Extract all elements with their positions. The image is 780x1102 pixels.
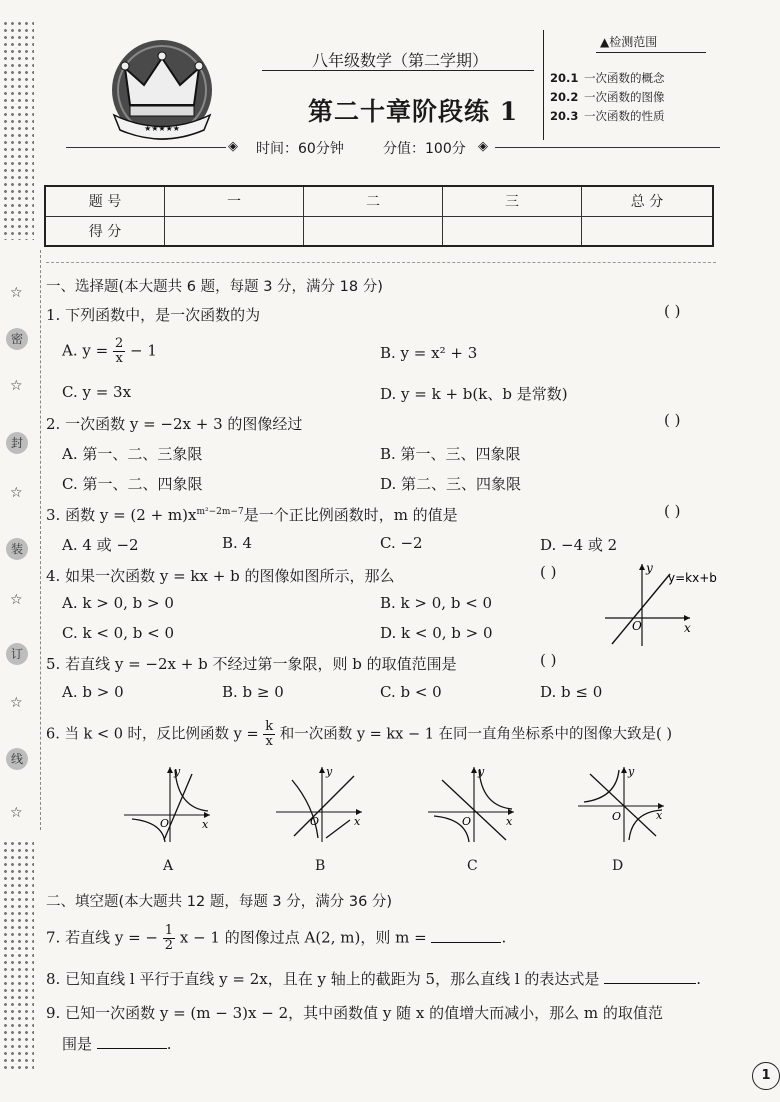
time-info: 时间：60分钟 (256, 141, 344, 157)
binding-char: 密 (6, 328, 28, 350)
origin-label: O (462, 815, 472, 828)
question-1: 1. 下列函数中，是一次函数的为 (46, 306, 261, 324)
option-c: C. y = 3x (62, 383, 132, 401)
table-cell: 二 (304, 186, 443, 216)
axis-y-label: y (646, 561, 653, 575)
option-a: A. 第一、二、三象限 (62, 445, 203, 463)
scope-title: ▲检测范围 (600, 35, 658, 49)
option-d: D. b ≤ 0 (540, 683, 603, 701)
question-3: 3. 函数 $y = (2 + m)x^{m^2-2m-7}$是一个正比例函数时，m 的值是 (46, 506, 458, 524)
option-a: A. k > 0, b > 0 (62, 594, 174, 612)
option-a: A. 4 或 −2 (62, 536, 139, 554)
q4-graph (600, 560, 780, 650)
origin-label: O (612, 810, 622, 823)
question-6: 6. 当 k < 0 时，反比例函数 y = $\frac{k}{x}$ 和一次函数 y = kx − 1 在同一直角坐标系中的图像大致是( ) (46, 719, 672, 749)
score-cell[interactable] (165, 216, 304, 246)
option-a: A. b > 0 (62, 683, 124, 701)
axis-x-label: x (354, 815, 361, 828)
star-icon: ☆ (10, 378, 23, 394)
score-table (44, 185, 714, 247)
question-5: 5. 若直线 y = −2x + b 不经过第一象限，则 b 的取值范围是 (46, 655, 457, 673)
dotted-pattern-bottom (2, 840, 34, 1070)
option-a: A. y = $\frac{2}{x}$ − 1 (62, 336, 157, 366)
option-b: B. b ≥ 0 (222, 683, 284, 701)
question-4: 4. 如果一次函数 y = kx + b 的图像如图所示，那么 (46, 567, 395, 585)
answer-paren[interactable]: ( ) (540, 563, 557, 581)
question-9: 9. 已知一次函数 y = (m − 3)x − 2，其中函数值 y 随 x 的值增大而减小，那么 m 的取值范 (46, 1004, 663, 1022)
axis-x-label: x (684, 621, 691, 635)
option-d: D. k < 0, b > 0 (380, 624, 493, 642)
section-heading: 一、选择题(本大题共 6 题，每题 3 分，满分 18 分) (46, 279, 383, 295)
svg-text:★★★★★: ★★★★★ (144, 124, 180, 133)
table-cell: 三 (443, 186, 582, 216)
answer-paren[interactable]: ( ) (540, 651, 557, 669)
binding-char: 封 (6, 432, 28, 454)
option-c: C. −2 (380, 534, 423, 552)
table-cell: 一 (165, 186, 304, 216)
binding-strip (0, 0, 44, 1102)
option-c: C. k < 0, b < 0 (62, 624, 175, 642)
option-b: B. 第一、三、四象限 (380, 445, 521, 463)
axis-y-label: y (478, 765, 485, 778)
origin-label: O (160, 817, 170, 830)
option-b: B. y = x² + 3 (380, 344, 478, 362)
fraction: $\frac{k}{x}$ (265, 719, 274, 749)
divider (46, 262, 716, 263)
graph-label-d: D (612, 858, 624, 874)
question-9-cont: 围是 . (62, 1035, 172, 1053)
graph-option-a (118, 762, 218, 847)
option-b: B. k > 0, b < 0 (380, 594, 493, 612)
score-info: 分值：100分 (383, 141, 466, 157)
section-heading: 二、填空题(本大题共 12 题，每题 3 分，满分 36 分) (46, 894, 393, 910)
scope-rule (596, 52, 706, 53)
meta-rule-left (66, 147, 226, 148)
score-cell[interactable] (443, 216, 582, 246)
binding-dashed-line (40, 250, 41, 830)
answer-paren[interactable]: ( ) (664, 502, 681, 520)
score-cell[interactable] (304, 216, 443, 246)
table-cell: 总 分 (582, 186, 714, 216)
scope-item: 20.1 一次函数的概念 (550, 71, 665, 85)
header-rule (262, 70, 534, 71)
option-d: D. 第二、三、四象限 (380, 475, 522, 493)
axis-y-label: y (174, 765, 181, 778)
crown-logo (100, 30, 225, 145)
axis-x-label: x (202, 818, 209, 831)
ornament-icon: ◈ (228, 139, 238, 154)
scope-item: 20.2 一次函数的图像 (550, 90, 665, 104)
table-cell: 得 分 (45, 216, 165, 246)
binding-char: 装 (6, 538, 28, 560)
graph-label-c: C (467, 858, 478, 874)
star-icon: ☆ (10, 805, 23, 821)
axis-y-label: y (628, 765, 635, 778)
star-icon: ☆ (10, 695, 23, 711)
option-d: D. −4 或 2 (540, 536, 618, 554)
dotted-pattern-top (2, 20, 34, 240)
star-icon: ☆ (10, 592, 23, 608)
line-label: y=kx+b (668, 571, 717, 585)
score-cell[interactable] (582, 216, 714, 246)
option-d: D. y = k + b(k、b 是常数) (380, 385, 568, 403)
graph-option-d (572, 762, 672, 847)
scope-item: 20.3 一次函数的性质 (550, 109, 665, 123)
option-c: C. 第一、二、四象限 (62, 475, 203, 493)
answer-blank[interactable] (604, 969, 696, 984)
question-7: 7. 若直线 y = − $\frac{1}{2}$ x − 1 的图像过点 A(2, m)，则 m = . (46, 923, 507, 953)
star-icon: ☆ (10, 285, 23, 301)
graph-option-c (422, 762, 522, 847)
option-c: C. b < 0 (380, 683, 442, 701)
answer-paren[interactable]: ( ) (664, 411, 681, 429)
answer-blank[interactable] (431, 928, 501, 943)
axis-x-label: x (506, 815, 513, 828)
binding-char: 线 (6, 748, 28, 770)
option-b: B. 4 (222, 534, 253, 552)
answer-paren[interactable]: ( ) (664, 302, 681, 320)
axis-y-label: y (326, 765, 333, 778)
table-row (45, 216, 713, 246)
origin-label: O (310, 815, 320, 828)
table-row (45, 186, 713, 216)
ornament-icon: ◈ (478, 139, 488, 154)
page-number: 1 (752, 1062, 780, 1090)
book-title: 八年级数学（第二学期） (312, 51, 489, 70)
graph-label-b: B (315, 858, 326, 874)
fraction: $\frac{1}{2}$ (164, 923, 174, 953)
star-icon: ☆ (10, 485, 23, 501)
chapter-title: 第二十章阶段练 1 (308, 97, 519, 126)
graph-label-a: A (163, 858, 174, 874)
axis-x-label: x (656, 809, 663, 822)
origin-label: O (632, 619, 642, 633)
meta-rule-right (495, 147, 720, 148)
question-8: 8. 已知直线 l 平行于直线 y = 2x，且在 y 轴上的截距为 5，那么直线 l 的表达式是 . (46, 970, 701, 988)
answer-blank[interactable] (97, 1034, 167, 1049)
table-cell: 题 号 (45, 186, 165, 216)
triangle-icon: ▲ (600, 35, 610, 49)
binding-char: 订 (6, 643, 28, 665)
graph-option-b (270, 762, 370, 847)
question-2: 2. 一次函数 y = −2x + 3 的图像经过 (46, 415, 303, 433)
scope-divider (543, 30, 544, 140)
fraction: $\frac{2}{x}$ (114, 336, 124, 366)
